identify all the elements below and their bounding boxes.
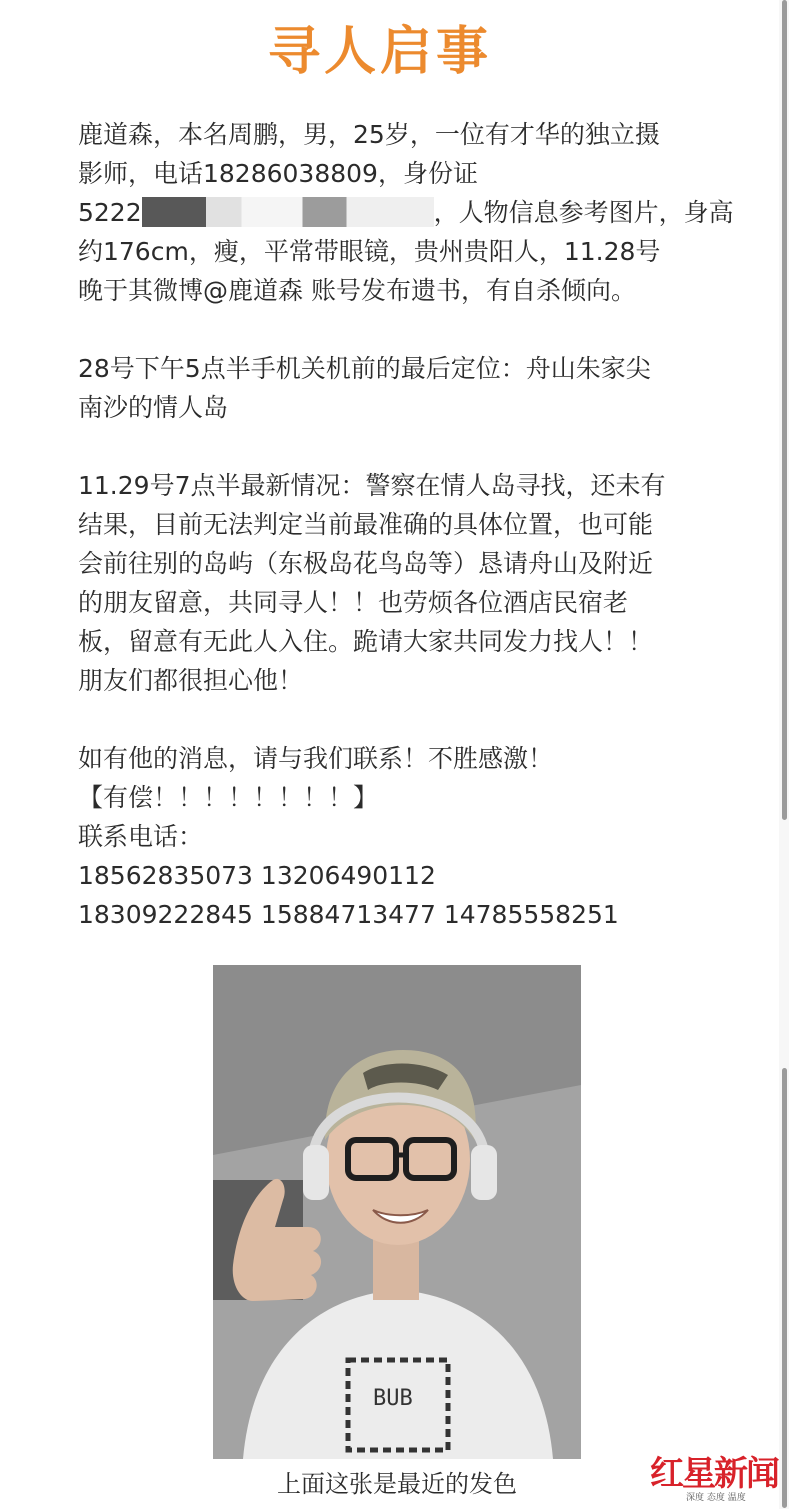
text-line: 11.29号7点半最新情况：警察在情人岛寻找，还未有 <box>78 471 666 500</box>
page-title: 寻人启事 <box>267 22 492 82</box>
phone-numbers-line: 18562835073 13206490112 <box>78 861 436 890</box>
text-line: 晚于其微博@鹿道森 账号发布遗书，有自杀倾向。 <box>78 276 636 305</box>
watermark-sub-text: 深度 态度 温度 <box>686 1493 746 1503</box>
paragraph-last-location <box>78 349 738 427</box>
scrollbar-thumb-bottom[interactable] <box>782 1068 787 1508</box>
text-line: 结果，目前无法判定当前最准确的具体位置，也可能 <box>78 510 654 539</box>
text-line: 28号下午5点半手机关机前的最后定位：舟山朱家尖 <box>78 354 651 383</box>
contact-label: 联系电话： <box>78 822 204 851</box>
photo-caption: 上面这张是最近的发色 <box>277 1470 517 1498</box>
watermark-logo <box>650 1446 782 1504</box>
redacted-id-number <box>142 197 434 227</box>
text-line: 约176cm，瘦，平常带眼镜，贵州贵阳人，11.28号 <box>78 237 661 266</box>
id-prefix: 5222 <box>78 198 142 227</box>
text-line: 的朋友留意，共同寻人！！也劳烦各位酒店民宿老 <box>78 588 629 617</box>
paragraph-latest-update <box>78 466 738 700</box>
text-line: 影师，电话18286038809，身份证 <box>78 159 478 188</box>
phone-numbers-line: 18309222845 15884713477 14785558251 <box>78 900 619 929</box>
text-line: 如有他的消息，请与我们联系！不胜感激！ <box>78 744 554 773</box>
text-line: 南沙的情人岛 <box>78 393 229 422</box>
notice-body <box>78 115 738 934</box>
paragraph-personal-info <box>78 115 738 310</box>
paragraph-contact <box>78 739 738 934</box>
svg-text:BUB: BUB <box>373 1386 413 1411</box>
reward-line: 【有偿！！！！！！！！】 <box>78 783 379 812</box>
scrollbar-thumb-top[interactable] <box>782 0 787 820</box>
text-line: 板，留意有无此人入住。跪请大家共同发力找人！！ <box>78 627 654 656</box>
missing-person-photo <box>213 965 581 1459</box>
scrollbar[interactable] <box>779 0 789 1509</box>
id-suffix-text: ，人物信息参考图片，身高 <box>433 198 734 227</box>
watermark-main-text: 红星新闻 <box>650 1454 778 1494</box>
text-line: 会前往别的岛屿（东极岛花鸟岛等）恳请舟山及附近 <box>78 549 654 578</box>
text-line: 鹿道森，本名周鹏，男，25岁，一位有才华的独立摄 <box>78 120 660 149</box>
text-line: 朋友们都很担心他！ <box>78 666 304 695</box>
text-line-id <box>78 193 738 232</box>
